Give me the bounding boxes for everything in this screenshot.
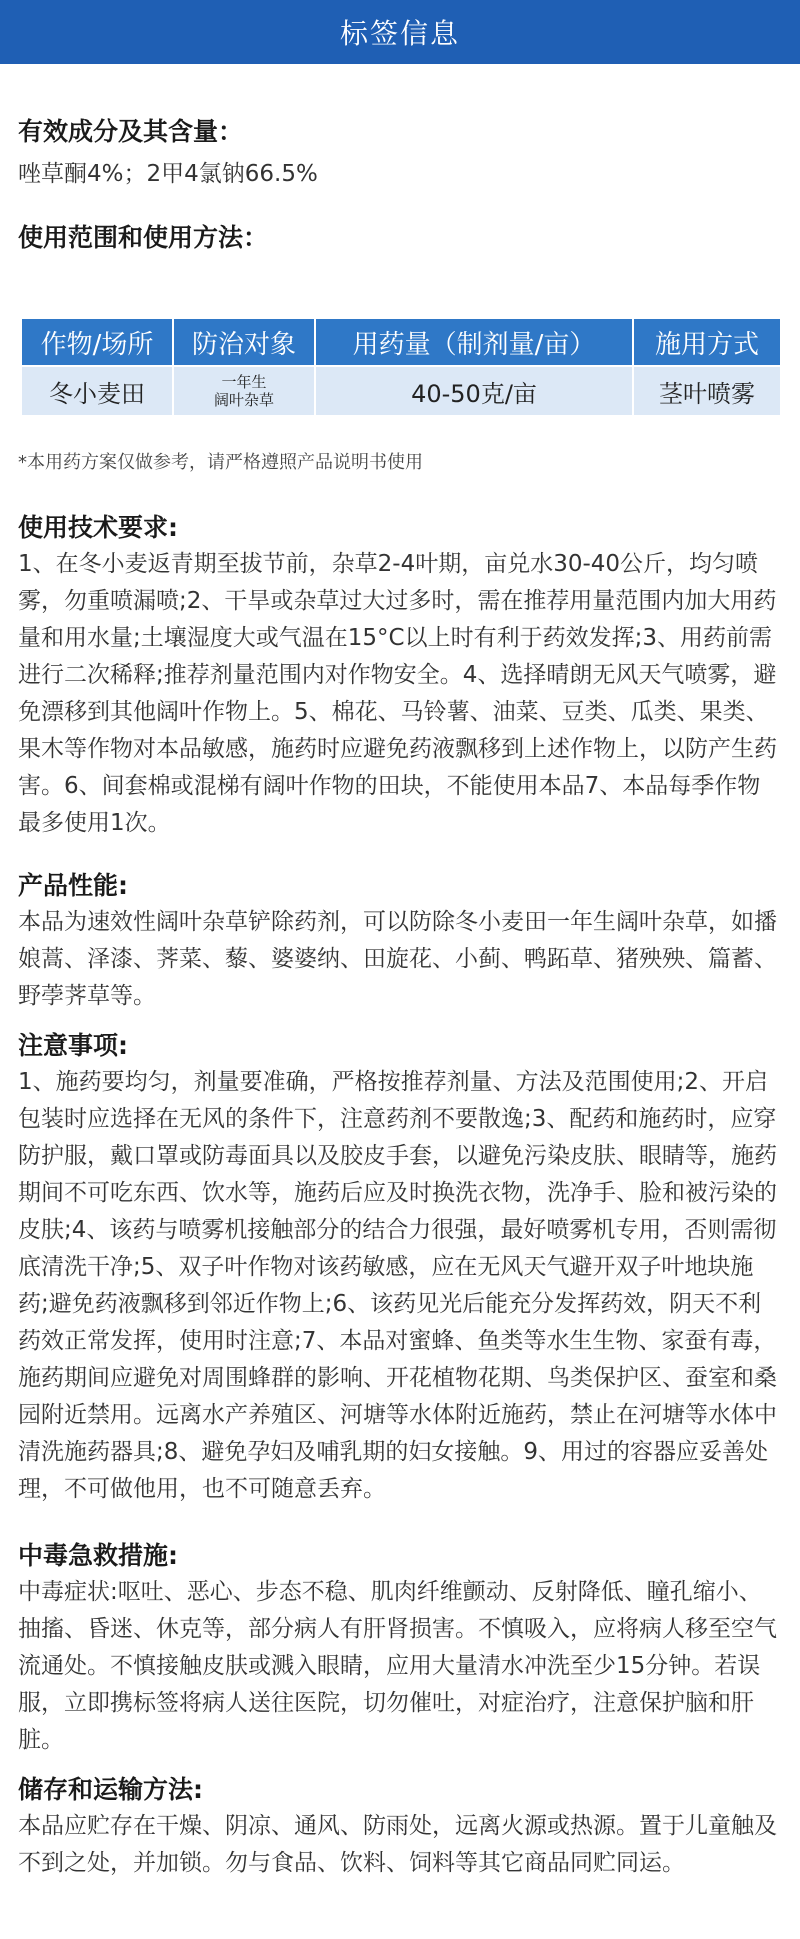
storage-title: 储存和运输方法: bbox=[18, 1775, 203, 1804]
cell-method: 茎叶喷雾 bbox=[633, 366, 781, 416]
cell-target-line2: 阔叶杂草 bbox=[213, 391, 274, 409]
ingredients-text: 唑草酮4%；2甲4氯钠66.5% bbox=[18, 161, 318, 187]
caution-text: 1、施药要均匀，剂量要准确，严格按推荐剂量、方法及范围使用;2、开启包装时应选择在无风的条件下，注意药剂不要散逸;3、配药和施药时，应穿防护服，戴口罩或防毒面具以及胶皮手套，以避免污染皮肤、眼睛等，施药期间不可吃东西、饮水等，施药后应及时换洗衣物，洗净手、脸和被污染的皮肤;4、该药与喷雾机接触部分的结合力很强，最好喷雾机专用，否则需彻底清洗干净;5、双子叶作物对该药敏感，应在无风天气避开双子叶地块施药;避免药液飘移到邻近作物上;6、该药见光后能充分发挥药效，阴天不利药效正常发挥，使用时注意;7、本品对蜜蜂、鱼类等水生生物、家蚕有毒，施药期间应避免对周围蜂群的影响、开花植物花期、鸟类保护区、蚕室和桑园附近禁用。远离水产养殖区、河塘等水体附近施药，禁止在河塘等水体中清洗施药器具;8、避免孕妇及哺乳期的妇女接触。9、用过的容器应妥善处理，不可做他用，也不可随意丢弃。 bbox=[18, 1069, 777, 1502]
firstaid-text: 中毒症状:呕吐、恶心、步态不稳、肌肉纤维颤动、反射降低、瞳孔缩小、抽搐、昏迷、休克等，部分病人有肝肾损害。不慎吸入，应将病人移至空气流通处。不慎接触皮肤或溅入眼睛，应用大量清水冲洗至少15分钟。若误服，立即携标签将病人送往医院，切勿催吐，对症治疗，注意保护脑和肝脏。 bbox=[18, 1579, 777, 1753]
header-method: 施用方式 bbox=[633, 318, 781, 366]
cell-target-line1: 一年生 bbox=[221, 373, 267, 391]
header-dosage: 用药量（制剂量/亩） bbox=[315, 318, 633, 366]
caution-title: 注意事项: bbox=[18, 1031, 128, 1060]
header-target: 防治对象 bbox=[173, 318, 315, 366]
storage-text: 本品应贮存在干燥、阴凉、通风、防雨处，远离火源或热源。置于儿童触及不到之处，并加锁。勿与食品、饮料、饲料等其它商品同贮同运。 bbox=[18, 1813, 777, 1876]
usage-title: 使用范围和使用方法： bbox=[18, 223, 269, 252]
firstaid-title: 中毒急救措施: bbox=[18, 1541, 178, 1570]
ingredients-title: 有效成分及其含量： bbox=[18, 117, 244, 146]
table-row bbox=[21, 366, 781, 416]
performance-text: 本品为速效性阔叶杂草铲除药剂，可以防除冬小麦田一年生阔叶杂草，如播娘蒿、泽漆、荠菜、藜、婆婆纳、田旋花、小蓟、鸭跖草、猪殃殃、篇蓄、野荸荠草等。 bbox=[18, 909, 777, 1009]
header-title: 标签信息 bbox=[339, 17, 460, 50]
usage-table bbox=[20, 317, 782, 417]
table-header-row bbox=[21, 318, 781, 366]
performance-title: 产品性能: bbox=[18, 871, 128, 900]
table-note: *本用药方案仅做参考，请严格遵照产品说明书使用 bbox=[18, 452, 423, 473]
cell-crop: 冬小麦田 bbox=[21, 366, 173, 416]
tech-text: 1、在冬小麦返青期至拔节前，杂草2-4叶期，亩兑水30-40公斤，均匀喷雾，勿重喷漏喷;2、干旱或杂草过大过多时，需在推荐用量范围内加大用药量和用水量;土壤湿度大或气温在15°C以上时有利于药效发挥;3、用药前需进行二次稀释;推荐剂量范围内对作物安全。4、选择晴朗无风天气喷雾，避免漂移到其他阔叶作物上。5、棉花、马铃薯、油菜、豆类、瓜类、果类、果木等作物对本品敏感，施药时应避免药液飘移到上述作物上，以防产生药害。6、间套棉或混梯有阔叶作物的田块，不能使用本品7、本品每季作物最多使用1次。 bbox=[18, 551, 777, 836]
header-bar bbox=[0, 0, 800, 64]
tech-title: 使用技术要求: bbox=[18, 513, 178, 542]
cell-target bbox=[173, 366, 315, 416]
cell-dosage: 40-50克/亩 bbox=[315, 366, 633, 416]
header-crop: 作物/场所 bbox=[21, 318, 173, 366]
